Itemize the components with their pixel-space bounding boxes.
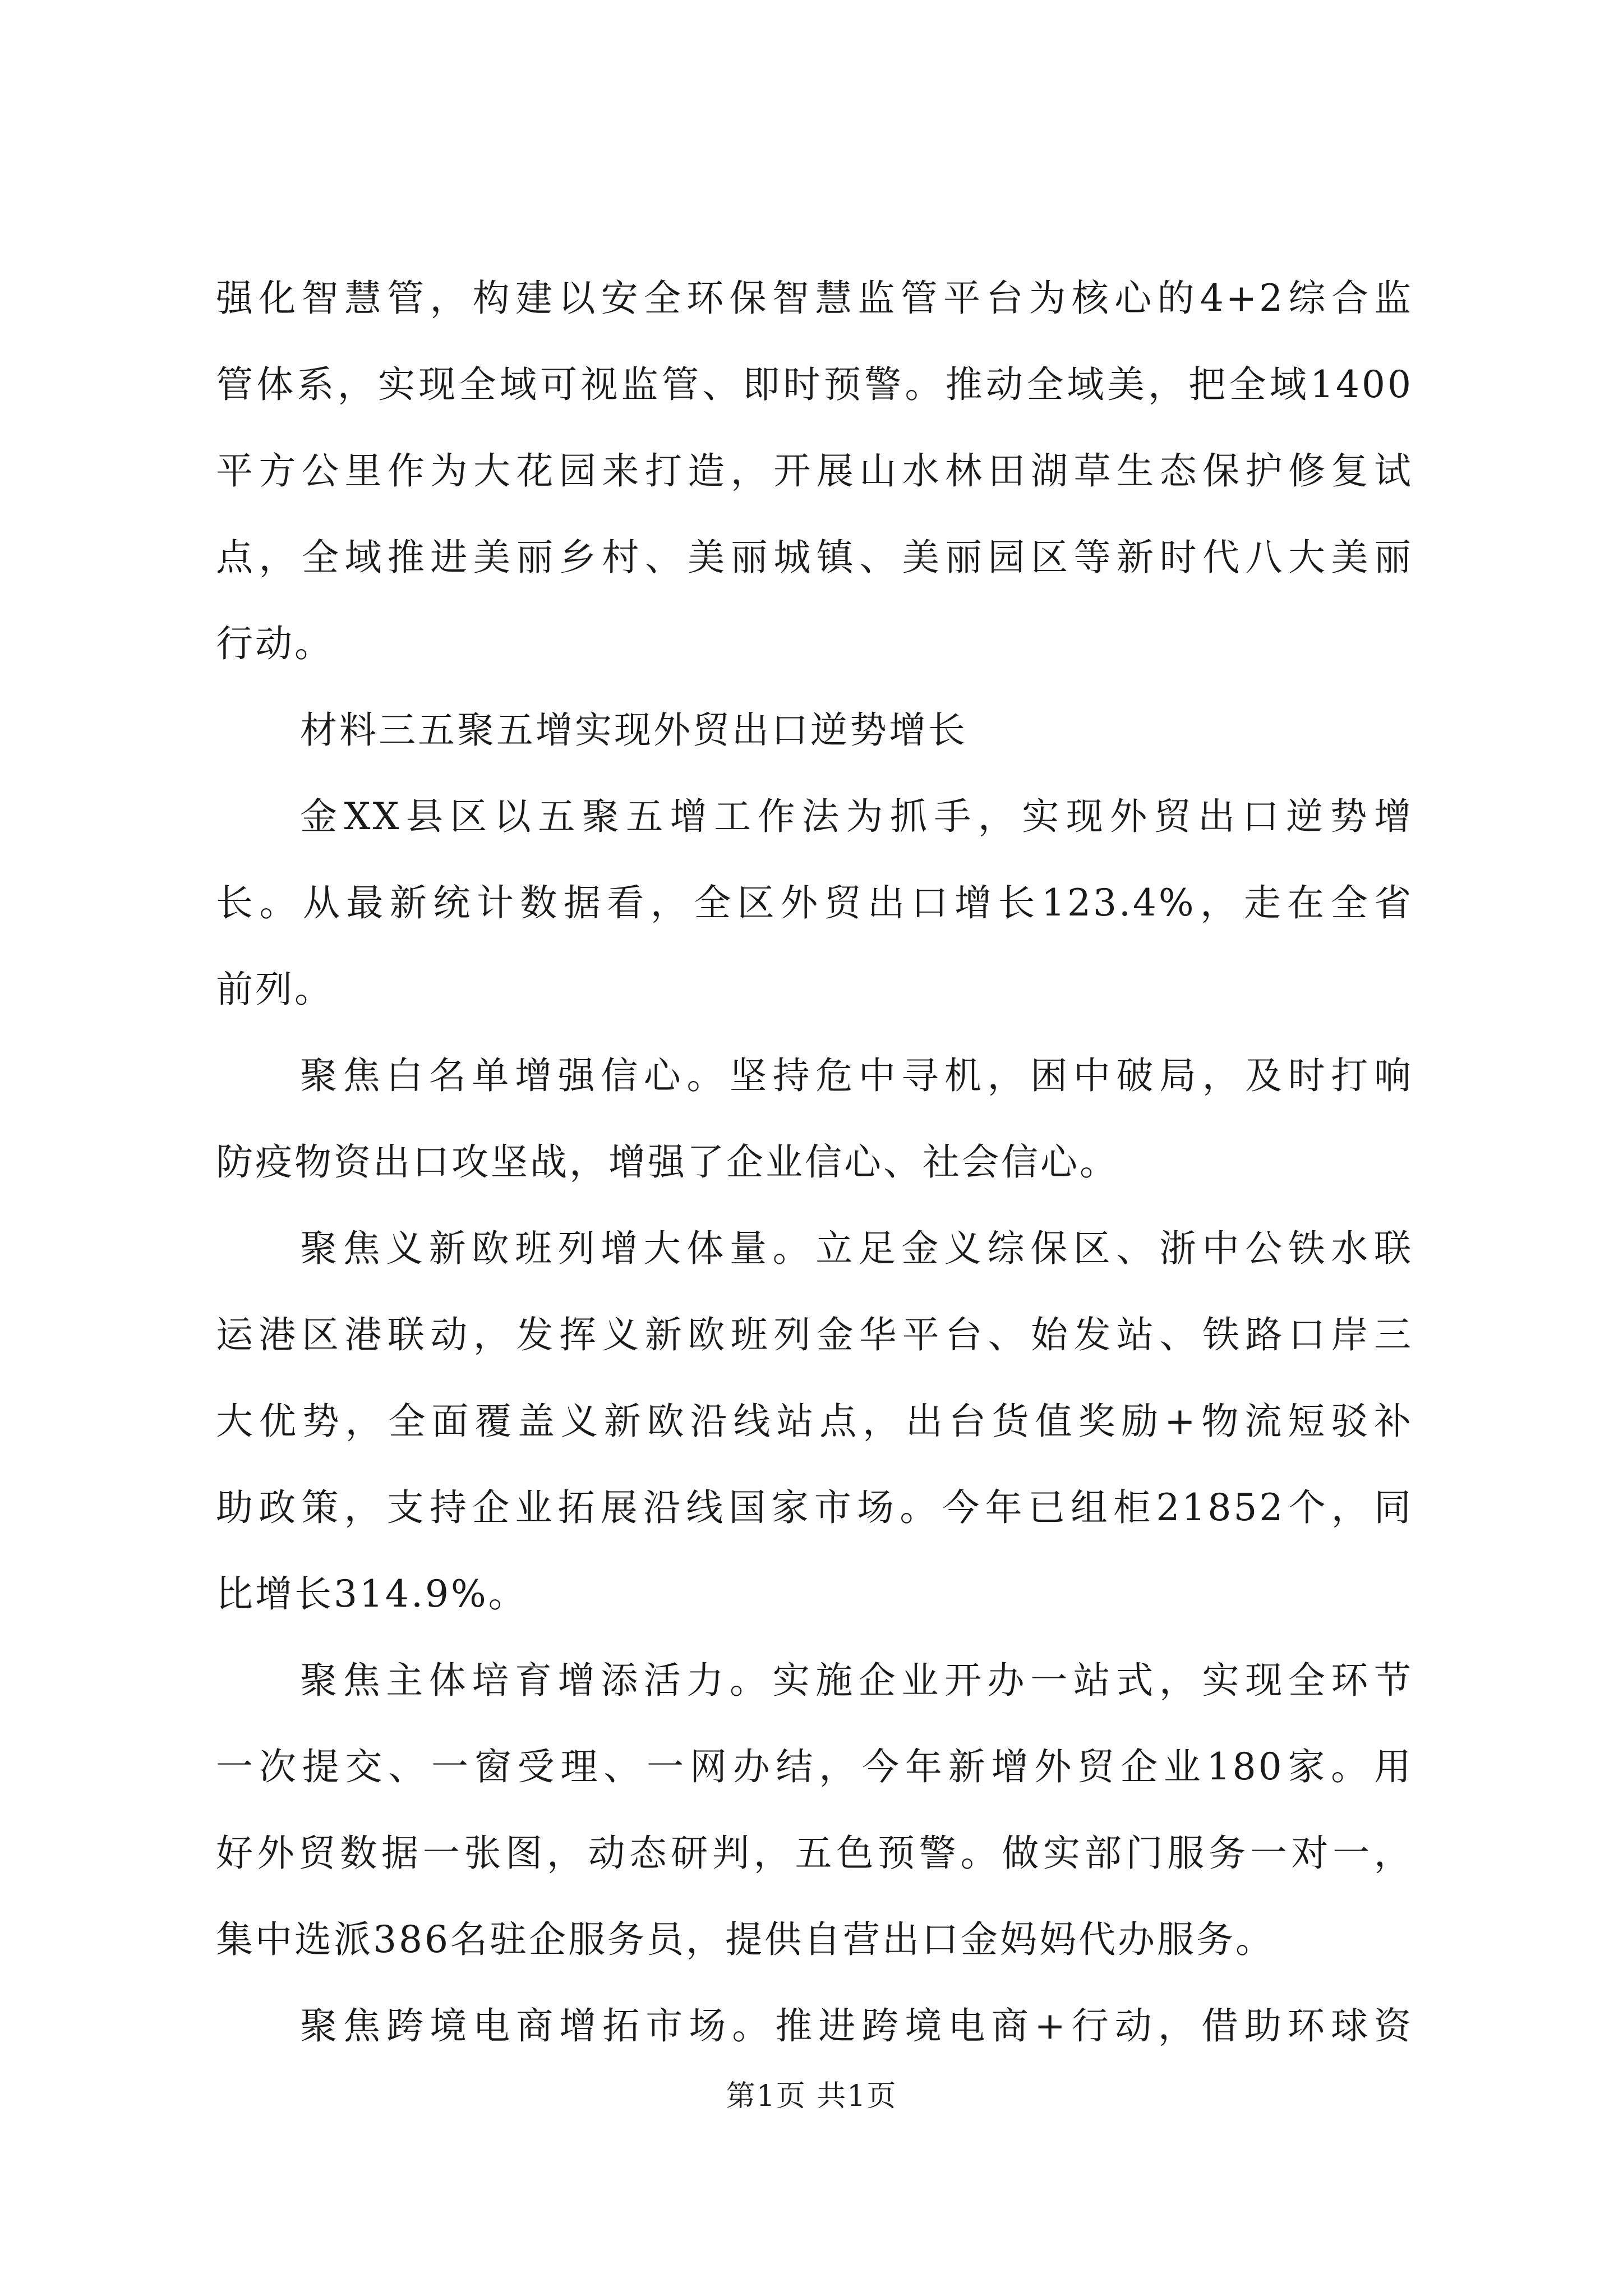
body-line: 长。从最新统计数据看，全区外贸出口增长123.4%，走在全省 [216, 881, 1413, 924]
body-line: 前列。 [216, 968, 334, 1011]
body-line: 聚焦主体培育增添活力。实施企业开办一站式，实现全环节 [300, 1659, 1413, 1702]
body-line: 强化智慧管，构建以安全环保智慧监管平台为核心的4+2综合监 [216, 277, 1413, 320]
body-line: 聚焦跨境电商增拓市场。推进跨境电商+行动，借助环球资 [300, 2004, 1413, 2047]
body-line: 比增长314.9%。 [216, 1572, 528, 1616]
body-line: 行动。 [216, 622, 334, 665]
body-line: 金XX县区以五聚五增工作法为抓手，实现外贸出口逆势增 [300, 795, 1413, 838]
body-line: 聚焦白名单增强信心。坚持危中寻机，困中破局，及时打响 [300, 1054, 1413, 1097]
body-line: 一次提交、一窗受理、一网办结，今年新增外贸企业180家。用 [216, 1745, 1413, 1788]
body-line: 好外贸数据一张图，动态研判，五色预警。做实部门服务一对一， [216, 1832, 1413, 1875]
page-footer: 第1页 共1页 [726, 2079, 897, 2113]
body-line: 聚焦义新欧班列增大体量。立足金义综保区、浙中公铁水联 [300, 1227, 1413, 1270]
body-line: 管体系，实现全域可视监管、即时预警。推动全域美，把全域1400 [216, 363, 1413, 406]
body-line: 防疫物资出口攻坚战，增强了企业信心、社会信心。 [216, 1140, 1119, 1184]
document-body [216, 255, 1413, 2069]
body-line: 助政策，支持企业拓展沿线国家市场。今年已组柜21852个，同 [216, 1486, 1413, 1529]
body-line: 运港区港联动，发挥义新欧班列金华平台、始发站、铁路口岸三 [216, 1313, 1413, 1356]
body-line: 大优势，全面覆盖义新欧沿线站点，出台货值奖励+物流短驳补 [216, 1400, 1413, 1443]
body-line: 集中选派386名驻企服务员，提供自营出口金妈妈代办服务。 [216, 1918, 1275, 1961]
body-line: 点，全域推进美丽乡村、美丽城镇、美丽园区等新时代八大美丽 [216, 536, 1413, 579]
section-heading: 材料三五聚五增实现外贸出口逆势增长 [300, 708, 967, 752]
body-line: 平方公里作为大花园来打造，开展山水林田湖草生态保护修复试 [216, 449, 1413, 493]
